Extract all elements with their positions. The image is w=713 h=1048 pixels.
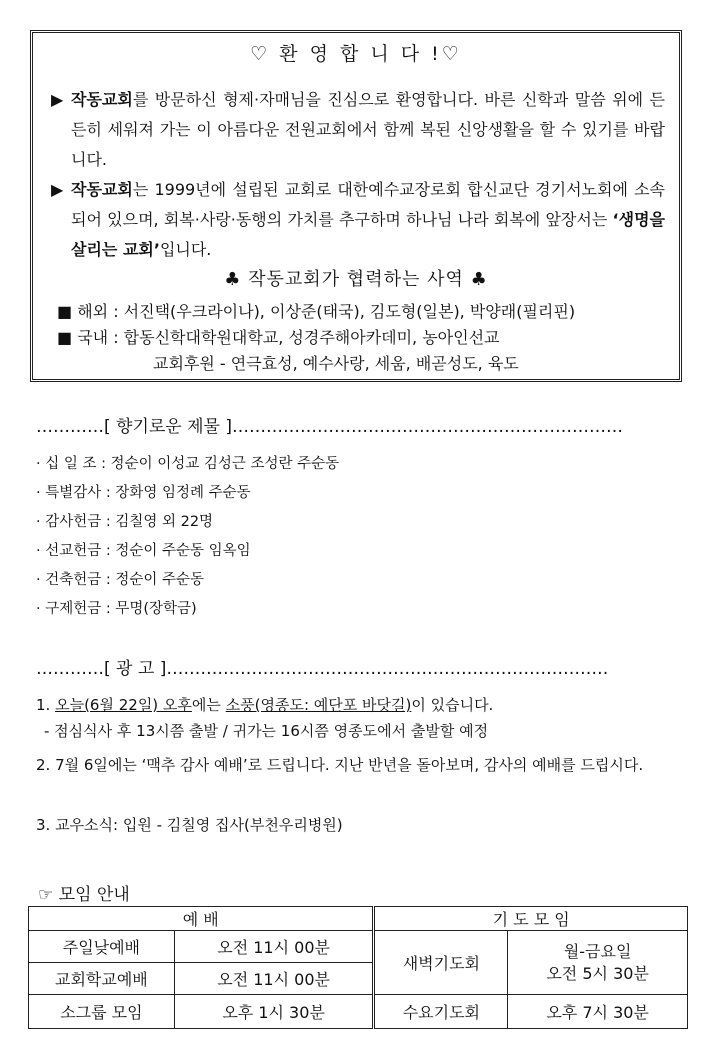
prayer-name: 새벽기도회	[374, 931, 508, 995]
welcome-paragraph-2	[51, 175, 665, 265]
offering-item: · 특별감사 : 장화영 임정례 주순동	[36, 485, 251, 501]
offering-item: · 십 일 조 : 정순이 이성교 김성근 조성란 주순동	[36, 456, 340, 472]
prayer-header: 기 도 모 임	[374, 907, 688, 931]
prayer-time	[508, 931, 688, 995]
ad-event: 소풍(영종도: 예단포 바닷길)	[225, 696, 412, 714]
worship-time: 오후 1시 30분	[174, 995, 374, 1029]
ad-text: 이 있습니다.	[411, 696, 494, 714]
ad-item-2: 2. 7월 6일에는 ‘맥추 감사 예배’로 드립니다. 지난 반년을 돌아보며, 감사의 예배를 드립시다.	[36, 756, 644, 774]
ministry-overseas: ■ 해외 : 서진택(우크라이나), 이상준(태국), 김도형(일본), 박양래(필리핀)	[57, 302, 576, 321]
meetings-title: ☞ 모임 안내	[38, 885, 130, 905]
ad-date: 오늘(6월 22일) 오후	[55, 696, 192, 714]
offering-item: · 감사헌금 : 김칠영 외 22명	[36, 514, 214, 530]
ad-text: 에는	[191, 696, 226, 714]
prayer-name: 수요기도회	[374, 995, 508, 1029]
meetings-table	[28, 906, 688, 1029]
church-name: 작동교회	[71, 180, 133, 199]
church-motto: ‘생명을 살리는 교회’	[71, 210, 665, 259]
welcome-box	[30, 30, 682, 382]
offering-item: · 선교헌금 : 정순이 주순동 임옥임	[36, 543, 251, 559]
ad-item-1	[36, 692, 683, 718]
ad-item-3: 3. 교우소식: 입원 - 김칠영 집사(부천우리병원)	[36, 816, 343, 834]
welcome-text-1: 를 방문하신 형제·자매님을 진심으로 환영합니다. 바른 신학과 말씀 위에 든든히 세워져 가는 이 아름다운 전원교회에서 함께 복된 신앙생활을 할 수 있기를 바랍니다.	[71, 90, 665, 169]
ad-item-1-detail: - 점심식사 후 13시쯤 출발 / 귀가는 16시쯤 영종도에서 출발할 예정	[44, 722, 489, 740]
arrow-icon: ▶	[51, 90, 64, 109]
worship-time: 오전 11시 00분	[174, 931, 374, 963]
ministry-domestic-support: 교회후원 - 연극효성, 예수사랑, 세움, 배곧성도, 육도	[153, 354, 519, 373]
prayer-hour: 오전 5시 30분	[546, 963, 649, 983]
offerings-header: …………[ 향기로운 제물 ]……………………………………………………………	[36, 417, 624, 437]
offering-item: · 구제헌금 : 무명(장학금)	[36, 601, 197, 617]
ministry-domestic: ■ 국내 : 합동신학대학원대학교, 성경주해아카데미, 농아인선교	[57, 328, 500, 347]
arrow-icon: ▶	[51, 180, 64, 199]
prayer-time: 오후 7시 30분	[508, 995, 688, 1029]
welcome-text-2: 는 1999년에 설립된 교회로 대한예수교장로회 합신교단 경기서노회에 소속되어 있으며, 회복·사랑·동행의 가치를 추구하며 하나님 나라 회복에 앞장서는	[71, 180, 665, 229]
ads-header: …………[ 광 고 ]……………………………………………………………………	[36, 659, 609, 679]
welcome-title: ♡ 환 영 합 니 다 !♡	[250, 43, 462, 65]
welcome-text-2-end: 입니다.	[159, 240, 212, 259]
worship-name: 교회학교예배	[29, 963, 175, 995]
ad-number: 1.	[36, 696, 56, 714]
worship-header: 예 배	[29, 907, 374, 931]
worship-name: 주일낮예배	[29, 931, 175, 963]
offering-item: · 건축헌금 : 정순이 주순동	[36, 572, 205, 588]
ministry-title: ♣ 작동교회가 협력하는 사역 ♣	[224, 269, 488, 290]
worship-time: 오전 11시 00분	[174, 963, 374, 995]
welcome-paragraph-1	[51, 85, 665, 175]
worship-name: 소그룹 모임	[29, 995, 175, 1029]
church-name: 작동교회	[71, 90, 133, 109]
prayer-days: 월-금요일	[563, 941, 632, 961]
